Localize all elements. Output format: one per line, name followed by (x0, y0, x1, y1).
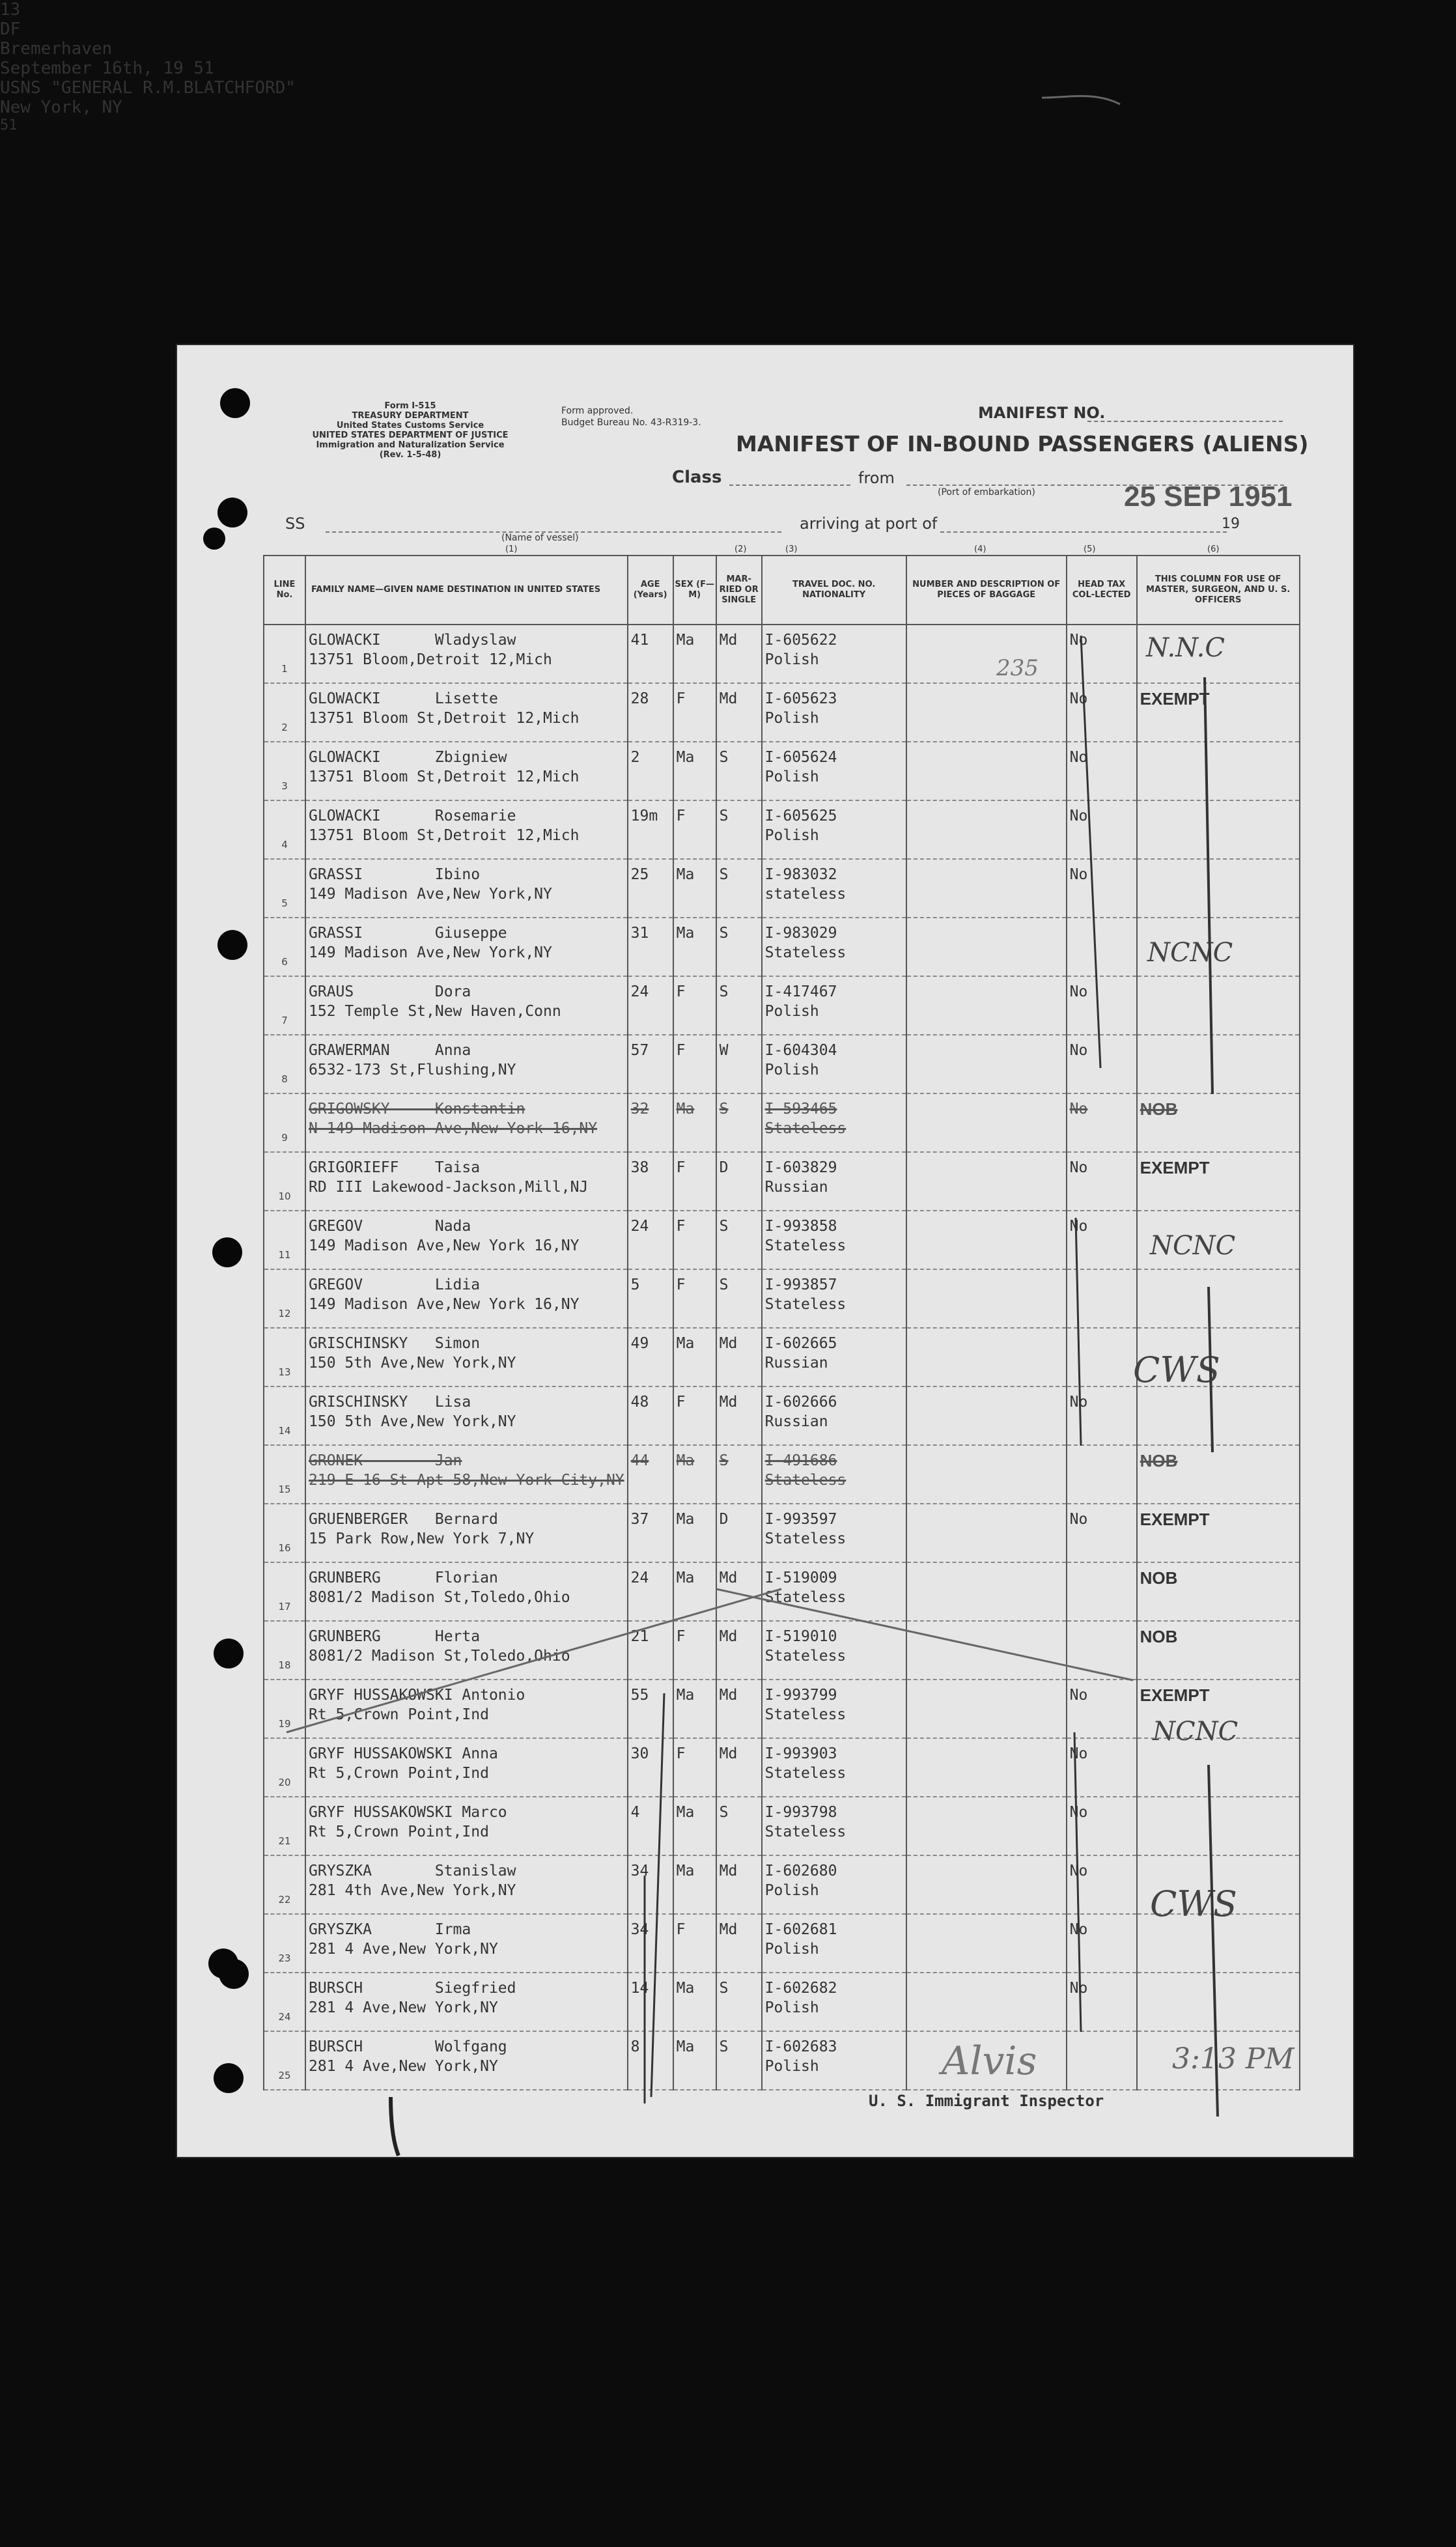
cell-line: 22 (278, 1894, 291, 1906)
cell-dest: RD III Lakewood-Jackson,Mill,NJ (309, 1179, 589, 1196)
cell-tax: No (1069, 1980, 1088, 1997)
cell-line: 24 (278, 2011, 291, 2023)
cell-ms: S (719, 1101, 729, 1118)
cell-doc: I-993858 (764, 1218, 837, 1235)
arrival-port: New York, NY (0, 98, 122, 117)
cell-doc: I-993597 (764, 1511, 837, 1528)
cell-age: 41 (630, 632, 649, 649)
cell-nat: Polish (764, 1999, 819, 2016)
header-official-use: THIS COLUMN FOR USE OF MASTER, SURGEON, AND U. S. OFFICERS (1137, 556, 1300, 625)
cell-name: GLOWACKI Wladyslaw (309, 632, 516, 649)
cell-tax: No (1069, 866, 1088, 883)
cell-name: BURSCH Wolfgang (309, 2038, 507, 2055)
cell-ms: Md (719, 632, 738, 649)
col-num-4: (4) (974, 544, 987, 554)
cell-sex: F (676, 808, 686, 824)
cell-dest: 281 4 Ave,New York,NY (309, 2058, 498, 2075)
cell-line: 19 (278, 1718, 291, 1730)
header-travel-doc: TRAVEL DOC. NO. NATIONALITY (762, 556, 906, 625)
cell-name: GRUNBERG Herta (309, 1628, 481, 1645)
cell-nat: Polish (764, 651, 819, 668)
cell-doc: I-602680 (764, 1863, 837, 1879)
manifest-title: MANIFEST OF IN-BOUND PASSENGERS (ALIENS) (736, 431, 1309, 457)
manifest-no: 13 (0, 0, 21, 20)
cell-age: 28 (630, 690, 649, 707)
cell-line: 6 (281, 956, 288, 968)
cell-line: 16 (278, 1542, 291, 1554)
cell-age: 25 (630, 866, 649, 883)
cell-sex: F (676, 1628, 686, 1645)
cell-sex: Ma (676, 1569, 695, 1586)
cell-tax: No (1069, 749, 1088, 766)
cell-name: GRIGORIEFF Taisa (309, 1159, 481, 1176)
cell-name: GREGOV Nada (309, 1218, 471, 1235)
cell-name: GRONEK Jan (309, 1452, 462, 1469)
cell-note: NOB (1140, 1451, 1178, 1471)
baggage-count: 235 (996, 655, 1039, 681)
cell-sex: F (676, 1159, 686, 1176)
cell-sex: Ma (676, 866, 695, 883)
cell-sex: Ma (676, 1101, 695, 1118)
form-revision: (Rev. 1-5-48) (379, 450, 441, 460)
cell-line: 8 (281, 1073, 288, 1085)
cell-nat: Stateless (764, 1296, 847, 1313)
cell-name: GRISCHINSKY Simon (309, 1335, 481, 1352)
cell-sex: Ma (676, 2038, 695, 2055)
cell-doc: I-983032 (764, 866, 837, 883)
cell-note: EXEMPT (1140, 1158, 1210, 1177)
pen-line (1074, 1732, 1081, 2032)
cell-tax: No (1069, 1687, 1088, 1704)
cell-doc: I-602682 (764, 1980, 837, 1997)
cell-tax: No (1069, 1159, 1088, 1176)
cell-nat: Russian (764, 1413, 828, 1430)
vessel-name: USNS "GENERAL R.M.BLATCHFORD" (0, 78, 296, 98)
cell-sex: Ma (676, 1511, 695, 1528)
cell-name: GRAWERMAN Anna (309, 1042, 471, 1059)
cell-dest: 13751 Bloom,Detroit 12,Mich (309, 651, 552, 668)
cell-age: 21 (630, 1628, 649, 1645)
cell-ms: S (719, 925, 729, 942)
cell-line: 13 (278, 1366, 291, 1378)
cell-doc: I-605625 (764, 808, 837, 824)
cell-tax: No (1069, 1511, 1088, 1528)
cell-nat: stateless (764, 886, 847, 903)
cell-ms: Md (719, 1745, 738, 1762)
cell-age: 5 (630, 1276, 640, 1293)
cell-dest: 281 4 Ave,New York,NY (309, 1941, 498, 1958)
cell-ms: S (719, 1980, 729, 1997)
from-note: (Port of embarkation) (938, 487, 1035, 498)
cell-ms: S (719, 1452, 729, 1469)
cell-nat: Stateless (764, 1589, 847, 1606)
cell-nat: Polish (764, 1062, 819, 1078)
cell-age: 49 (630, 1335, 649, 1352)
cell-dest: Rt 5,Crown Point,Ind (309, 1823, 489, 1840)
cell-tax: No (1069, 808, 1088, 824)
cell-name: GRASSI Ibino (309, 866, 481, 883)
cell-dest: 8081/2 Madison St,Toledo,Ohio (309, 1648, 570, 1665)
cell-sex: F (676, 690, 686, 707)
cell-age: 24 (630, 983, 649, 1000)
cell-line: 11 (278, 1249, 291, 1261)
cell-sex: Ma (676, 1804, 695, 1821)
cell-dest: 6532-173 St,Flushing,NY (309, 1062, 516, 1078)
cell-doc: I-605624 (764, 749, 837, 766)
cell-sex: Ma (676, 1335, 695, 1352)
cell-name: GRYF HUSSAKOWSKI Antonio (309, 1687, 525, 1704)
handwritten-note: N.N.C (1146, 633, 1225, 663)
cell-doc: I-602665 (764, 1335, 837, 1352)
cell-doc: I-519010 (764, 1628, 837, 1645)
inspector-label: U. S. Immigrant Inspector (869, 2092, 1104, 2110)
cell-ms: S (719, 1276, 729, 1293)
cell-nat: Polish (764, 1941, 819, 1958)
cell-line: 15 (278, 1484, 291, 1495)
cell-sex: F (676, 1745, 686, 1762)
cell-line: 1 (281, 663, 288, 675)
cell-nat: Stateless (764, 1530, 847, 1547)
handwritten-note: CWS (1150, 1883, 1237, 1924)
cell-name: GRYF HUSSAKOWSKI Marco (309, 1804, 507, 1821)
class-value: DF (0, 20, 21, 39)
year-label: 19 (1222, 516, 1240, 532)
cell-name: GRUENBERGER Bernard (309, 1511, 498, 1528)
cell-name: GLOWACKI Lisette (309, 690, 498, 707)
cell-doc: I-603829 (764, 1159, 837, 1176)
cell-age: 4 (630, 1804, 640, 1821)
col-num-3: (3) (785, 544, 798, 554)
cell-name: GLOWACKI Zbigniew (309, 749, 507, 766)
handwritten-time: 3:13 PM (1172, 2042, 1295, 2076)
cell-tax: No (1069, 1101, 1088, 1118)
inspector-signature: Alvis (942, 2038, 1037, 2084)
departure-date: September 16th, 19 51 (0, 59, 214, 78)
cell-dest: Rt 5,Crown Point,Ind (309, 1706, 489, 1723)
cell-sex: Ma (676, 749, 695, 766)
cell-line: 12 (278, 1308, 291, 1319)
cell-ms: Md (719, 1628, 738, 1645)
cell-tax: No (1069, 632, 1088, 649)
cell-dest: N 149 Madison Ave,New York 16,NY (309, 1120, 598, 1137)
cell-nat: Stateless (764, 1472, 847, 1489)
cell-dest: 149 Madison Ave,New York 16,NY (309, 1237, 580, 1254)
cell-note: NOB (1140, 1099, 1178, 1119)
cell-line: 20 (278, 1777, 291, 1788)
cell-dest: 149 Madison Ave,New York 16,NY (309, 1296, 580, 1313)
pen-line (651, 1693, 664, 2097)
ss-label: SS (285, 514, 305, 533)
cell-age: 55 (630, 1687, 649, 1704)
cell-doc: I-605623 (764, 690, 837, 707)
date-stamp: 25 SEP 1951 (1124, 481, 1293, 513)
cell-doc: I-993798 (764, 1804, 837, 1821)
vessel-note: (Name of vessel) (501, 533, 579, 543)
cell-age: 34 (630, 1921, 649, 1938)
cell-tax: No (1069, 1863, 1088, 1879)
handwritten-note: NCNC (1150, 1231, 1236, 1261)
col-num-2: (2) (735, 544, 747, 554)
cell-sex: F (676, 983, 686, 1000)
cell-dest: 8081/2 Madison St,Toledo,Ohio (309, 1589, 570, 1606)
cell-tax: No (1069, 983, 1088, 1000)
cell-doc: I-602681 (764, 1921, 837, 1938)
cell-line: 7 (281, 1015, 288, 1026)
cell-name: GRYSZKA Stanislaw (309, 1863, 516, 1879)
cell-line: 5 (281, 897, 288, 909)
cell-sex: Ma (676, 925, 695, 942)
cell-sex: F (676, 1921, 686, 1938)
cell-name: GRISCHINSKY Lisa (309, 1394, 471, 1411)
cell-age: 44 (630, 1452, 649, 1469)
handwritten-note: NCNC (1147, 938, 1233, 968)
cell-name: GRAUS Dora (309, 983, 471, 1000)
cell-sex: F (676, 1042, 686, 1059)
from-label: from (858, 469, 895, 487)
cell-ms: Md (719, 690, 738, 707)
cell-nat: Stateless (764, 944, 847, 961)
justice-dept: UNITED STATES DEPARTMENT OF JUSTICE (312, 430, 509, 440)
pen-line (391, 2097, 399, 2156)
cell-dest: 150 5th Ave,New York,NY (309, 1355, 516, 1372)
cell-doc: I-993903 (764, 1745, 837, 1762)
col-num-1: (1) (505, 544, 518, 554)
cell-ms: S (719, 1218, 729, 1235)
cell-dest: 281 4th Ave,New York,NY (309, 1882, 516, 1899)
cell-age: 57 (630, 1042, 649, 1059)
form-number: Form I-515 (384, 401, 436, 411)
pen-line (1209, 1765, 1218, 2117)
manifest-no-label: MANIFEST NO. (978, 404, 1106, 422)
cell-dest: 149 Madison Ave,New York,NY (309, 944, 552, 961)
cell-age: 38 (630, 1159, 649, 1176)
cell-dest: 13751 Bloom St,Detroit 12,Mich (309, 827, 580, 844)
pen-line (287, 1589, 781, 1732)
cell-dest: 13751 Bloom St,Detroit 12,Mich (309, 710, 580, 727)
cell-line: 17 (278, 1601, 291, 1612)
cell-note: EXEMPT (1140, 689, 1210, 709)
header-sex: SEX (F—M) (673, 556, 716, 625)
cell-nat: Stateless (764, 1823, 847, 1840)
cell-doc: I-604304 (764, 1042, 837, 1059)
cell-sex: Ma (676, 1687, 695, 1704)
cell-name: GRUNBERG Florian (309, 1569, 498, 1586)
cell-nat: Stateless (764, 1237, 847, 1254)
cell-ms: Md (719, 1569, 738, 1586)
cell-ms: S (719, 749, 729, 766)
cell-age: 24 (630, 1218, 649, 1235)
cell-nat: Polish (764, 1003, 819, 1020)
cell-nat: Polish (764, 1882, 819, 1899)
cell-nat: Polish (764, 710, 819, 727)
cell-dest: 15 Park Row,New York 7,NY (309, 1530, 535, 1547)
cell-age: 31 (630, 925, 649, 942)
cell-line: 4 (281, 839, 288, 851)
cell-ms: W (719, 1042, 729, 1059)
cell-nat: Russian (764, 1179, 828, 1196)
cell-name: GRIGOWSKY Konstantin (309, 1101, 525, 1118)
cell-line: 2 (281, 722, 288, 733)
cell-doc: I-519009 (764, 1569, 837, 1586)
cell-age: 24 (630, 1569, 649, 1586)
cell-sex: F (676, 1276, 686, 1293)
cell-line: 10 (278, 1190, 291, 1202)
cell-ms: Md (719, 1687, 738, 1704)
cell-ms: S (719, 866, 729, 883)
pen-line (716, 1589, 1133, 1680)
cell-tax: No (1069, 1394, 1088, 1411)
cell-nat: Russian (764, 1355, 828, 1372)
col-num-6: (6) (1207, 544, 1220, 554)
cell-dest: Rt 5,Crown Point,Ind (309, 1765, 489, 1782)
cell-doc: I-491686 (764, 1452, 837, 1469)
cell-nat: Polish (764, 768, 819, 785)
cell-doc: I-593465 (764, 1101, 837, 1118)
cell-name: GLOWACKI Rosemarie (309, 808, 516, 824)
header-baggage: NUMBER AND DESCRIPTION OF PIECES OF BAGGAGE (906, 556, 1067, 625)
cell-ms: Md (719, 1394, 738, 1411)
cell-ms: D (719, 1511, 729, 1528)
from-port: Bremerhaven (0, 39, 113, 59)
cell-tax: No (1069, 1804, 1088, 1821)
cell-dest: 150 5th Ave,New York,NY (309, 1413, 516, 1430)
cell-ms: S (719, 808, 729, 824)
cell-line: 21 (278, 1835, 291, 1847)
cell-age: 14 (630, 1980, 649, 1997)
cell-line: 9 (281, 1132, 288, 1144)
cell-doc: I-602666 (764, 1394, 837, 1411)
cell-name: GRYF HUSSAKOWSKI Anna (309, 1745, 498, 1762)
cell-ms: S (719, 1804, 729, 1821)
pen-line (1042, 96, 1120, 105)
handwritten-note: CWS (1133, 1349, 1220, 1390)
approved-text: Form approved. (561, 406, 634, 416)
header-age: AGE (Years) (628, 556, 673, 625)
cell-name: GREGOV Lidia (309, 1276, 481, 1293)
cell-age: 2 (630, 749, 640, 766)
cell-age: 37 (630, 1511, 649, 1528)
cell-line: 25 (278, 2070, 291, 2081)
cell-doc: I-983029 (764, 925, 837, 942)
cell-nat: Stateless (764, 1765, 847, 1782)
cell-line: 18 (278, 1659, 291, 1671)
cell-sex: Ma (676, 632, 695, 649)
cell-name: GRYSZKA Irma (309, 1921, 471, 1938)
cell-doc: I-993857 (764, 1276, 837, 1293)
cell-nat: Stateless (764, 1648, 847, 1665)
year-value: 51 (0, 117, 18, 134)
cell-note: NOB (1140, 1568, 1178, 1588)
pen-line (1205, 677, 1212, 1094)
cell-tax: No (1069, 1745, 1088, 1762)
cell-line: 3 (281, 780, 288, 792)
cell-sex: Ma (676, 1980, 695, 1997)
cell-nat: Polish (764, 827, 819, 844)
cell-doc: I-602683 (764, 2038, 837, 2055)
cell-dest: 219 E 16 St Apt 58,New York City,NY (309, 1472, 624, 1489)
cell-note: EXEMPT (1140, 1510, 1210, 1529)
cell-nat: Polish (764, 2058, 819, 2075)
cell-sex: Ma (676, 1452, 695, 1469)
cell-doc: I-417467 (764, 983, 837, 1000)
header-name: FAMILY NAME—GIVEN NAME DESTINATION IN UNITED STATES (305, 556, 628, 625)
cell-line: 14 (278, 1425, 291, 1437)
cell-ms: S (719, 983, 729, 1000)
cell-dest: 13751 Bloom St,Detroit 12,Mich (309, 768, 580, 785)
cell-ms: D (719, 1159, 729, 1176)
treasury-dept: TREASURY DEPARTMENT (352, 411, 469, 421)
header-head-tax: HEAD TAX COL-LECTED (1067, 556, 1137, 625)
cell-doc: I-605622 (764, 632, 837, 649)
cell-nat: Stateless (764, 1706, 847, 1723)
cell-age: 8 (630, 2038, 640, 2055)
cell-ms: S (719, 2038, 729, 2055)
ins-service: Immigration and Naturalization Service (316, 440, 505, 450)
cell-age: 19m (630, 808, 658, 824)
cell-note: NOB (1140, 1627, 1178, 1646)
pen-line (1076, 1218, 1081, 1446)
col-num-5: (5) (1084, 544, 1096, 554)
cell-dest: 281 4 Ave,New York,NY (309, 1999, 498, 2016)
cell-tax: No (1069, 1921, 1088, 1938)
header-married: MAR-RIED OR SINGLE (716, 556, 762, 625)
class-label: Class (672, 468, 722, 487)
cell-age: 34 (630, 1863, 649, 1879)
cell-age: 30 (630, 1745, 649, 1762)
pen-line (1081, 636, 1100, 1068)
cell-line: 23 (278, 1952, 291, 1964)
cell-note: EXEMPT (1140, 1685, 1210, 1705)
cell-nat: Stateless (764, 1120, 847, 1137)
cell-sex: F (676, 1394, 686, 1411)
cell-ms: Md (719, 1921, 738, 1938)
budget-number: Budget Bureau No. 43-R319-3. (561, 417, 701, 428)
cell-dest: 149 Madison Ave,New York,NY (309, 886, 552, 903)
cell-doc: I-993799 (764, 1687, 837, 1704)
cell-tax: No (1069, 690, 1088, 707)
arriving-label: arriving at port of (800, 514, 938, 533)
header-line: LINE No. (264, 556, 305, 625)
customs-service: United States Customs Service (336, 421, 484, 430)
cell-sex: Ma (676, 1863, 695, 1879)
cell-ms: Md (719, 1863, 738, 1879)
cell-tax: No (1069, 1218, 1088, 1235)
cell-age: 32 (630, 1101, 649, 1118)
cell-dest: 152 Temple St,New Haven,Conn (309, 1003, 561, 1020)
cell-tax: No (1069, 1042, 1088, 1059)
cell-sex: F (676, 1218, 686, 1235)
cell-name: BURSCH Siegfried (309, 1980, 516, 1997)
cell-ms: Md (719, 1335, 738, 1352)
cell-name: GRASSI Giuseppe (309, 925, 507, 942)
cell-age: 48 (630, 1394, 649, 1411)
handwritten-note: NCNC (1153, 1717, 1239, 1747)
pen-line (1209, 1287, 1212, 1452)
